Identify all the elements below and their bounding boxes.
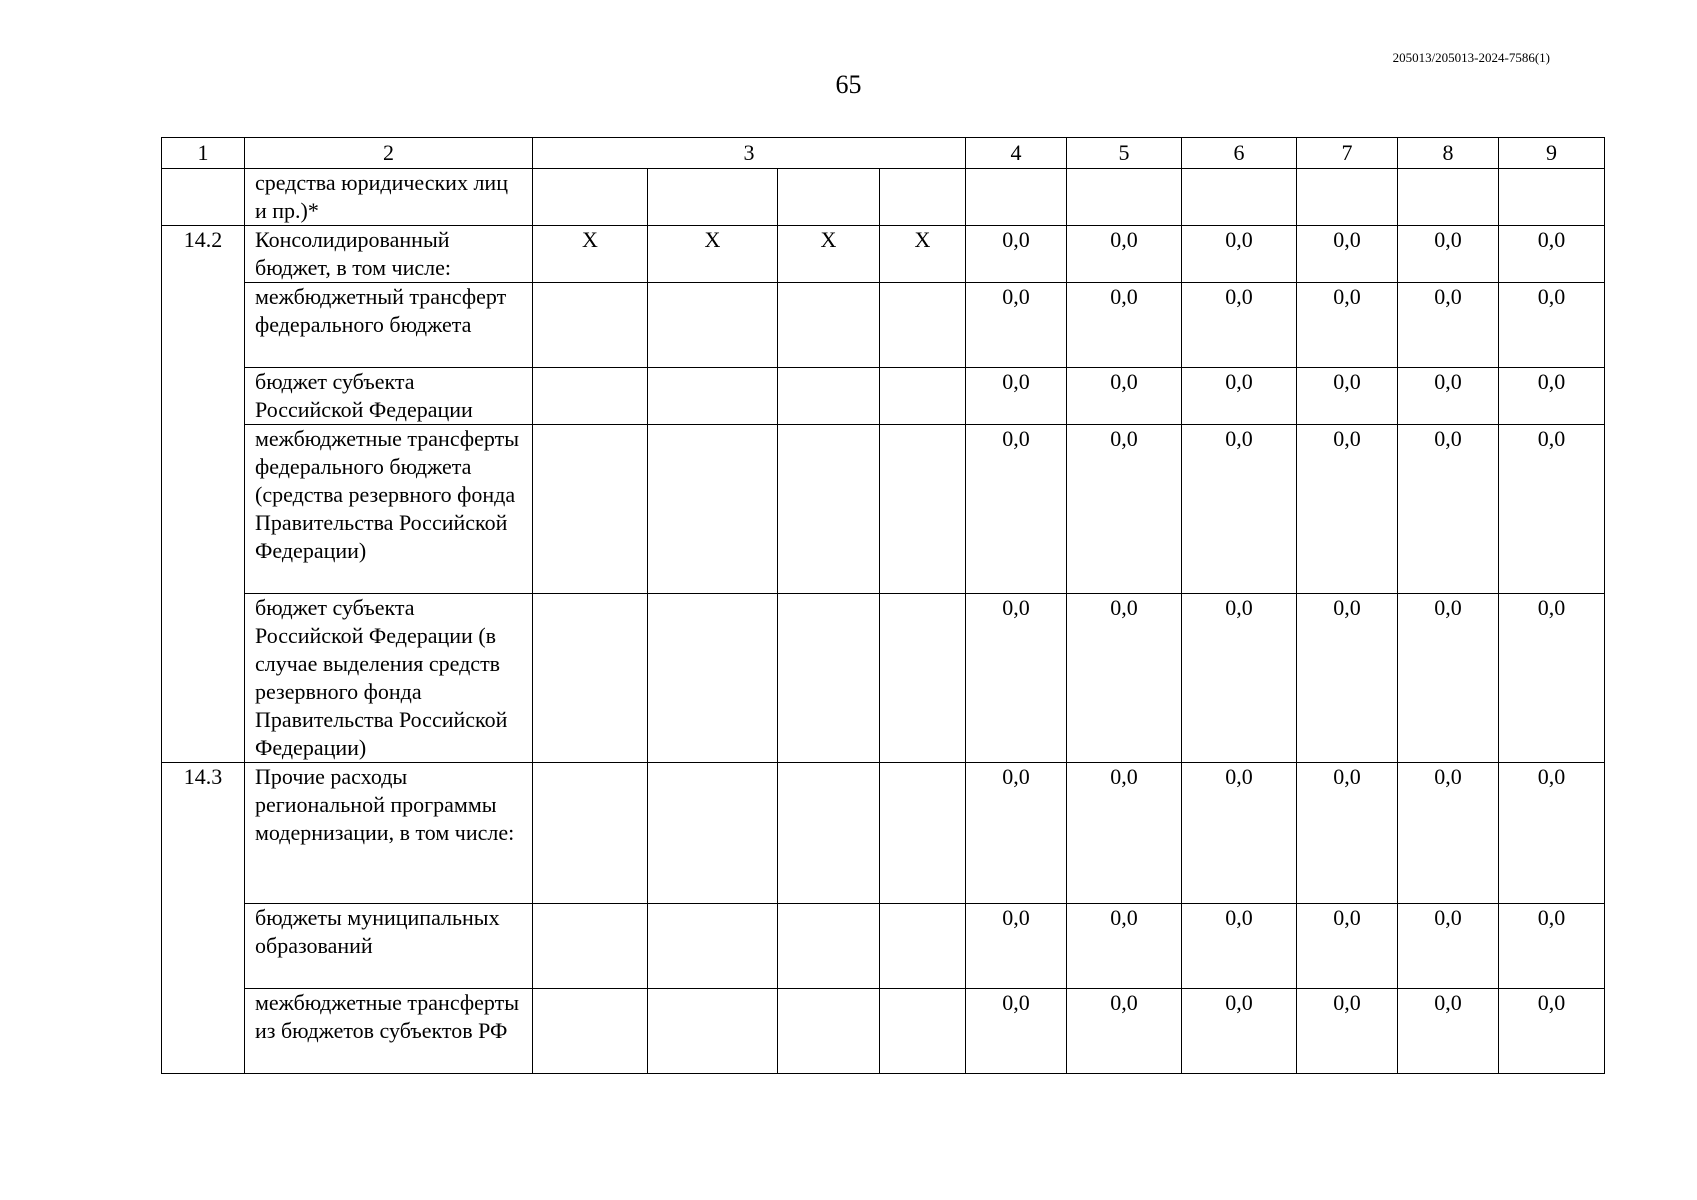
- document-id: 205013/205013-2024-7586(1): [1392, 50, 1550, 65]
- table-row: [162, 989, 1605, 1074]
- mark-cell: [533, 169, 648, 226]
- value-cell: 0,0: [1182, 594, 1297, 763]
- row-description: межбюджетные трансферты федерального бюджета (средства резервного фонда Правительства Российской Федерации): [245, 425, 533, 594]
- value-cell: 0,0: [1182, 368, 1297, 425]
- value-cell: 0,0: [1398, 904, 1499, 989]
- row-number: 14.2: [162, 226, 245, 763]
- value-cell: 0,0: [1067, 226, 1182, 283]
- value-cell: 0,0: [1499, 283, 1605, 368]
- value-cell: 0,0: [1499, 368, 1605, 425]
- value-cell: [966, 169, 1067, 226]
- mark-cell: [648, 425, 778, 594]
- mark-cell: [880, 368, 966, 425]
- mark-cell: [880, 904, 966, 989]
- table-row: [162, 763, 1605, 904]
- value-cell: [1182, 169, 1297, 226]
- value-cell: 0,0: [966, 368, 1067, 425]
- value-cell: 0,0: [1499, 226, 1605, 283]
- mark-cell: [778, 368, 880, 425]
- value-cell: [1297, 169, 1398, 226]
- mark-cell: [533, 283, 648, 368]
- row-number: [162, 169, 245, 226]
- value-cell: 0,0: [966, 226, 1067, 283]
- mark-cell: [880, 989, 966, 1074]
- mark-cell: [778, 425, 880, 594]
- row-description: межбюджетный трансферт федерального бюджета: [245, 283, 533, 368]
- column-header-6: 6: [1182, 138, 1297, 169]
- table-row: [162, 283, 1605, 368]
- value-cell: 0,0: [1182, 989, 1297, 1074]
- column-header-7: 7: [1297, 138, 1398, 169]
- value-cell: 0,0: [1398, 425, 1499, 594]
- mark-cell: [778, 763, 880, 904]
- value-cell: 0,0: [1182, 226, 1297, 283]
- mark-cell: [880, 169, 966, 226]
- value-cell: 0,0: [1297, 594, 1398, 763]
- mark-cell: [648, 283, 778, 368]
- value-cell: 0,0: [1398, 594, 1499, 763]
- table-row: [162, 594, 1605, 763]
- table-row: [162, 904, 1605, 989]
- mark-cell: [648, 989, 778, 1074]
- value-cell: 0,0: [1398, 368, 1499, 425]
- value-cell: [1499, 169, 1605, 226]
- page-number: 65: [835, 70, 862, 99]
- column-header-2: 2: [245, 138, 533, 169]
- value-cell: 0,0: [1297, 763, 1398, 904]
- value-cell: 0,0: [1067, 763, 1182, 904]
- table-row: [162, 226, 1605, 283]
- row-description: бюджет субъекта Российской Федерации: [245, 368, 533, 425]
- mark-cell: [533, 425, 648, 594]
- mark-cell: [880, 594, 966, 763]
- mark-cell: [880, 425, 966, 594]
- mark-cell: [648, 904, 778, 989]
- value-cell: 0,0: [966, 283, 1067, 368]
- value-cell: 0,0: [1182, 904, 1297, 989]
- mark-cell: [533, 594, 648, 763]
- value-cell: 0,0: [1067, 425, 1182, 594]
- value-cell: 0,0: [1067, 904, 1182, 989]
- row-number: 14.3: [162, 763, 245, 1074]
- value-cell: 0,0: [1398, 763, 1499, 904]
- column-header-1: 1: [162, 138, 245, 169]
- value-cell: 0,0: [1297, 368, 1398, 425]
- row-description: Прочие расходы региональной программы модернизации, в том числе:: [245, 763, 533, 904]
- value-cell: [1398, 169, 1499, 226]
- mark-cell: [880, 763, 966, 904]
- row-description: бюджет субъекта Российской Федерации (в случае выделения средств резервного фонда Правительства Российской Федерации): [245, 594, 533, 763]
- value-cell: 0,0: [1182, 763, 1297, 904]
- mark-cell: [533, 763, 648, 904]
- value-cell: 0,0: [1499, 763, 1605, 904]
- value-cell: 0,0: [1499, 989, 1605, 1074]
- value-cell: 0,0: [1297, 226, 1398, 283]
- column-header-4: 4: [966, 138, 1067, 169]
- table-header-row: [162, 138, 1605, 169]
- value-cell: 0,0: [1067, 283, 1182, 368]
- value-cell: 0,0: [1297, 283, 1398, 368]
- value-cell: 0,0: [1297, 904, 1398, 989]
- budget-table: [161, 137, 1605, 1074]
- value-cell: 0,0: [1067, 594, 1182, 763]
- mark-cell: [778, 169, 880, 226]
- mark-cell: [648, 368, 778, 425]
- value-cell: 0,0: [1297, 989, 1398, 1074]
- mark-cell: [880, 283, 966, 368]
- mark-cell: [778, 904, 880, 989]
- value-cell: 0,0: [1398, 226, 1499, 283]
- table-row: [162, 368, 1605, 425]
- value-cell: 0,0: [1067, 989, 1182, 1074]
- value-cell: 0,0: [966, 989, 1067, 1074]
- row-description: бюджеты муниципальных образований: [245, 904, 533, 989]
- value-cell: 0,0: [1499, 904, 1605, 989]
- value-cell: 0,0: [966, 425, 1067, 594]
- mark-cell: [778, 594, 880, 763]
- mark-cell: X: [778, 226, 880, 283]
- mark-cell: [648, 763, 778, 904]
- value-cell: 0,0: [1297, 425, 1398, 594]
- mark-cell: [648, 594, 778, 763]
- table-row: [162, 425, 1605, 594]
- value-cell: 0,0: [1398, 283, 1499, 368]
- value-cell: 0,0: [1182, 283, 1297, 368]
- value-cell: 0,0: [1499, 594, 1605, 763]
- mark-cell: X: [648, 226, 778, 283]
- column-header-8: 8: [1398, 138, 1499, 169]
- column-header-9: 9: [1499, 138, 1605, 169]
- mark-cell: [778, 283, 880, 368]
- mark-cell: [533, 368, 648, 425]
- mark-cell: [778, 989, 880, 1074]
- column-header-5: 5: [1067, 138, 1182, 169]
- value-cell: 0,0: [966, 904, 1067, 989]
- value-cell: 0,0: [1398, 989, 1499, 1074]
- mark-cell: [533, 904, 648, 989]
- mark-cell: X: [880, 226, 966, 283]
- row-description: Консолидированный бюджет, в том числе:: [245, 226, 533, 283]
- value-cell: 0,0: [1182, 425, 1297, 594]
- value-cell: 0,0: [1499, 425, 1605, 594]
- mark-cell: [533, 989, 648, 1074]
- value-cell: 0,0: [1067, 368, 1182, 425]
- row-description: межбюджетные трансферты из бюджетов субъектов РФ: [245, 989, 533, 1074]
- mark-cell: [648, 169, 778, 226]
- value-cell: [1067, 169, 1182, 226]
- row-description: средства юридических лиц и пр.)*: [245, 169, 533, 226]
- column-header-3: 3: [533, 138, 966, 169]
- value-cell: 0,0: [966, 594, 1067, 763]
- mark-cell: X: [533, 226, 648, 283]
- table-row: [162, 169, 1605, 226]
- value-cell: 0,0: [966, 763, 1067, 904]
